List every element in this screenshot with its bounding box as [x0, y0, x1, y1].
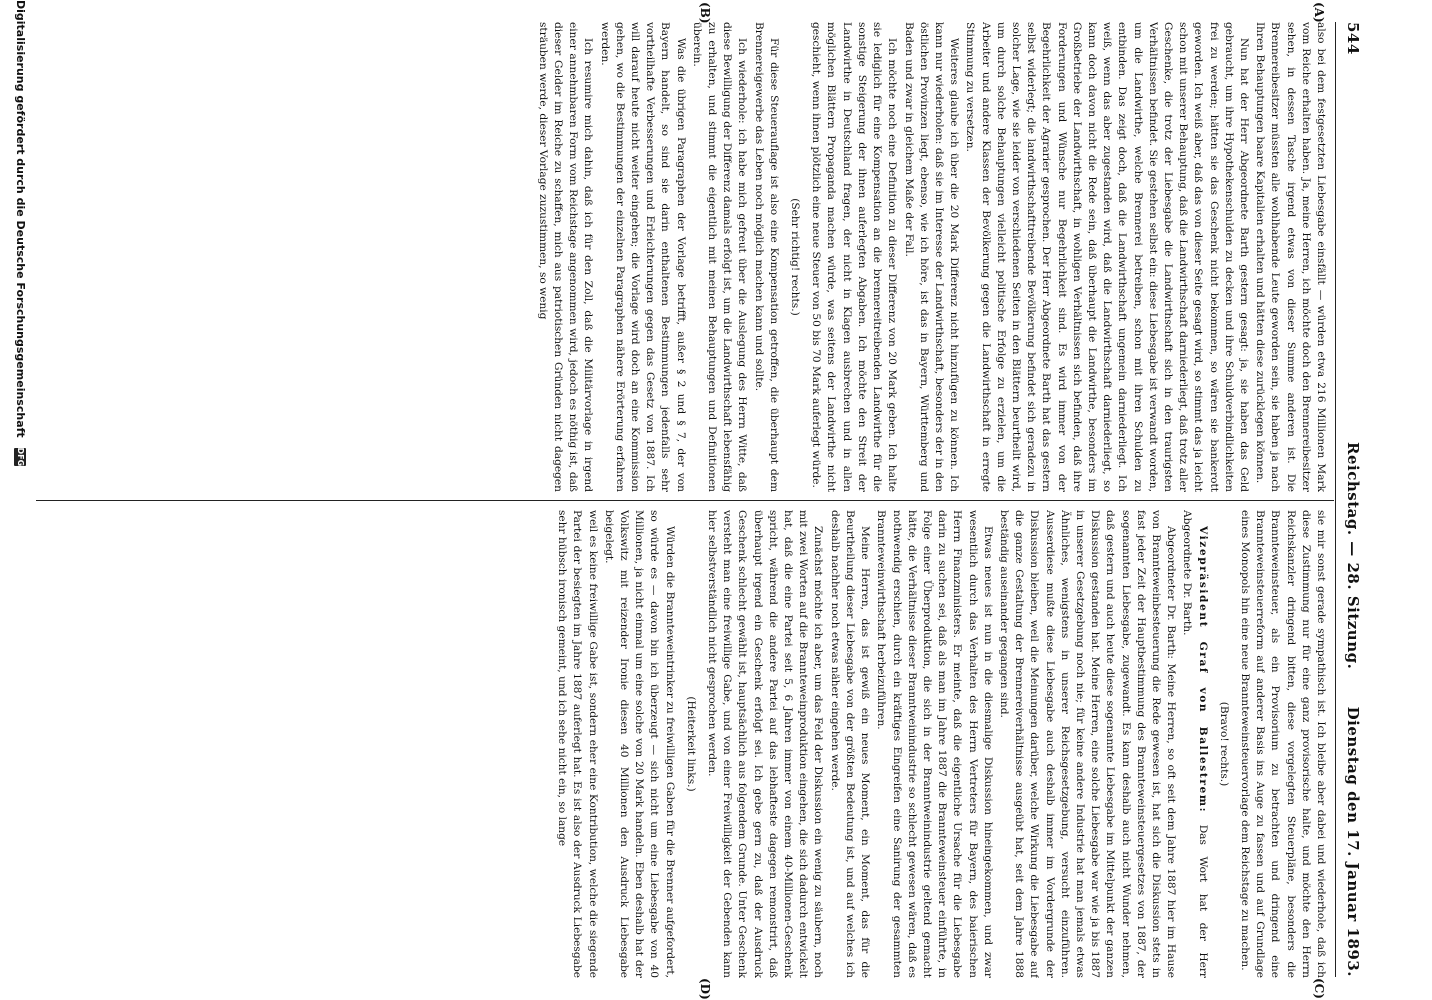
paragraph: Abgeordneter Dr. Barth: Meine Herren, so oft seit dem Jahre 1887 hier im Hause von Brannteweinbesteuerung die Rede gewesen ist, hat sich die Diskussion stets in fast jeder Zeit der Hauptbestimmung des Brannteweinsteuergesetzes von 1887, der sogenannten Liebesgabe, zugewandt. Es kann deshalb auch nicht Wunder nehmen, daß gestern und auch heute diese sogenannte Liebesgabe im Mittelpunkt der ganzen Diskussion gestanden hat. Meine Herren, eine solche Liebesgabe war wie ja bis 1887 in unserer Gesetzgebung noch nie; für keine andere Industrie hat man jemals etwas Ähnliches, wenigstens in unserer Reichsgesetzgebung, versucht einzuführen. Ausserdiese mußte diese Liebesgabe auch deshalb immer im Vordergrunde der Diskussion bleiben, weil die Meinungen darüber, welche Wirkung die Liebesgabe auf die ganze Gestaltung der Brennereiverhältnisse ausgeübt hat, seit dem Jahre 1888 beständig auseinander gegangen sind. — [997, 510, 1178, 978]
speaker-paragraph — [1179, 510, 1209, 978]
page-number: 544 — [1344, 22, 1362, 55]
margin-mark-b: (B) — [698, 2, 712, 24]
margin-mark-c: (C) — [1312, 978, 1326, 999]
paragraph: also bei dem festgesetzten Liebesgabe einsfällt — würden etwa 216 Millionen Mark vom Reiche erhalten haben. Ja, meine Herren, ich möchte doch den Brennereibesitzer sehen, in dessen Tasche irgend etwas von dieser Summe anderen ist. Die Brennereibesitzer müssten alle wohlhabende Leute geworden sein, sie haben ja nach Ihren Behauptungen baare Kapitalien erhalten und hätten diese zurücklegen können. — [1254, 22, 1327, 492]
header-session: Reichstag. — 28. Sitzung. — [1344, 442, 1362, 670]
paragraph: Was die übrigen Paragraphen der Vorlage betrifft, außer § 2 und § 7, der von Bayern handelt, so sind sie darin enthaltenen Bestimmungen jedenfalls sehr vortheilhafte Verbesserungen und Erleichterungen gegen das Gesetz von 1887. Ich will darauf heute nicht weiter eingehen; die Vorlage wird doch an eine Kommission gehen, wo die Bestimmungen der einzelnen Paragraphen nähere Erörterung erfahren werden. — [598, 22, 687, 492]
paragraph: weil es keine freiwillige Gabe ist, sondern eher eine Kontribution, welche die siegende Partei der besiegten im Jahre 1887 auferlegt hat. Es ist also der Ausdruck Liebesgabe sehr hübsch ironisch gemeint, und ich sehe nicht ein, so lange — [556, 510, 599, 978]
paragraph: Würden die Brannteweintrinker zu freiwilligen Gaben für die Brenner aufgefordert, so würde es — davon bin ich überzeugt — sich nicht um eine Liebesgabe von 40 Millionen, ja nicht einmal um eine solche von 20 Mark handeln. Eben deshalb hat der Volkswitz mit reizender Ironie diesen 40 Millionen den Ausdruck Liebesgabe beigelegt. — [602, 510, 676, 978]
paragraph: Für diese Steuerauflage ist also eine Kompensation getroffen, die überhaupt dem Brennereigewerbe das Leben noch möglich machen kann und sollte. — [752, 22, 780, 492]
paragraph: Meine Herren, das ist gewiß ein neues Moment, ein Moment, das für die Beurtheilung dieser Liebesgabe von der größten Bedeutung ist, und auf welches ich deshalb nachher noch etwas näher eingehen werde. — [828, 510, 872, 978]
page-header — [1338, 22, 1362, 977]
dfg-logo-icon: DFG — [16, 447, 25, 467]
applause-note: (Heiterkeit links.) — [684, 696, 697, 792]
right-column — [36, 510, 1328, 978]
footer-text: Digitalisierung gefördert durch die Deutsche Forschungsgemeinschaft — [14, 0, 27, 438]
paragraph: sie mir sonst gerade sympathisch ist. Ich bleibe aber dabei und wiederhole, daß ich diese Zustimmung nur für eine ganz provisorische halte, und möchte den Herrn Reichskanzler dringend bitten, diese vorgelegten Steuerpläne, besonders die Brannteweinsteuer, als ein Provisorium zu betrachten und dringend eine Brannteweinsteuerreform auf anderer Basis ins Auge zu fassen und auf Grundlage eines Monopols hin eine neue Brannteweinsteuervorlage dem Reichstage zu machen. — [1238, 510, 1327, 978]
margin-mark-a: (A) — [1312, 2, 1326, 23]
applause-note: (Sehr richtig! rechts.) — [789, 198, 802, 316]
margin-mark-d: (D) — [698, 978, 712, 1000]
header-date: Dienstag den 17. Januar 1893. — [1344, 706, 1362, 977]
header-rule — [1335, 22, 1336, 977]
paragraph: Nun hat der Herr Abgeordnete Barth gestern gesagt: ja, sie haben das Geld gebraucht, um ihre Hypothekenschulden zu decken und ihre Schuldverbindlichkeiten frei zu werden; hätten sie das Geschenk nicht bekommen, so wären sie bankerott geworden. Ich weiß aber, daß das von dieser Seite gesagt wird, so stimmt das ja leicht schon mit unserer Behauptung, daß die Landwirthschaft darniederliegt, daß trotz aller Geschenke, die trotz der Liebesgabe die Landwirthschaft sich in den traurigsten Verhältnissen befindet. Sie gestehen selbst ein: diese Liebesgabe ist verwandt worden, um die Landwirthe, welche Brennerei betreiben, schon mit ihren Schulden zu entbinden. Das zeigt doch, daß die Landwirthschaft ungemein darniederliegt. Ich weiß, wenn das aber zugestanden wird, daß die Landwirthschaft darniederliegt, so kann doch davon nicht die Rede sein, daß überhaupt die Landwirthe, besonders im Großbetriebe der Landwirthschaft, in wohligen Verhältnissen sich befinden, daß ihre Forderungen und Wünsche nur Begehrlichkeit sind. Es wird immer von der Begehrlichkeit der Agrarier gesprochen. Der Herr Abgeordnete Barth hat das gestern selbst widerlegt; die landwirthschafttreibende Bevölkerung befindet sich geradezu in solcher Lage, wie sie leider von verschiedenen Seiten in den Blättern beurtheilt wird, um durch solche Behauptungen vielleicht politische Erfolge zu erzielen, um die Arbeiter und andere Klassen der Bevölkerung gegen die Landwirthschaft in erregte Stimmung zu versetzen. — [964, 22, 1250, 492]
column-divider — [36, 500, 1334, 501]
paragraph: Etwas neues ist nun in die diesmalige Diskussion hineingekommen, und zwar wesentlich durch das Verhalten des Herrn Vertreters für Bayern, des baierischen Herrn Finanzministers. Er meinte, daß die eigentliche Ursache für die Liebesgabe darin zu suchen sei, daß als man im Jahre 1887 die Brannteweinsteuer einführte, in Folge einer Überproduktion, die sich in der Branntweinindustrie geltend gemacht hätte, die Verhältnisse dieser Branntweinindustrie so schlecht gewesen wären, daß es nothwendig erschien, durch ein kräftiges Eingreifen eine Sanirung der gesammten Brannteweinwirthschaft herbeizuführen. — [875, 510, 994, 978]
paragraph: Ich wiederhole: ich habe mich gefreut über die Auslegung des Herrn Witte, daß diese Bewilligung der Differenz damals erfolgt ist, um die Landwirthschaft lebensfähig zu erhalten, und stimmt die eigentlich mit meinen Behauptungen und Definitionen überein. — [690, 22, 749, 492]
paragraph: Ich resumire mich dahin, daß ich für den Zoll, daß die Militärvorlage in irgend einer annehmbaren Form vom Reichstage angenommen wird, jedoch es nöthig ist, daß dieser Gelder im Reiche zu schaffen, mich aus patriotischen Gründen nicht dagegen sträuben werde, dieser Vorlage zuzustimmen, so wenig — [536, 22, 595, 492]
paragraph: Weiteres glaube ich über die 20 Mark Differenz nicht hinzufügen zu können. Ich kann nur wiederholen: daß sie im Interesse der Landwirthschaft, besonders der in den östlichen Provinzen liegt, ebenso, wie ich höre, ist das in Bayern, Württemberg und Baden und zwar in gleichem Maße der Fall. — [902, 22, 961, 492]
applause-note: (Bravo! rechts.) — [1217, 701, 1230, 787]
left-column — [36, 22, 1328, 492]
digitization-footer — [7, 0, 27, 1000]
speaker-name: Vizepräsident Graf von Ballestrem: — [1196, 526, 1209, 814]
speaker-text: Das Wort hat der Herr Abgeordnete Dr. Barth. — [1181, 510, 1209, 978]
paragraph: Zunächst möchte ich aber, um das Feld der Diskussion ein wenig zu säubern, noch mit zwei Worten auf die Brannteweinproduktion eingehen, die sich dadurch entwickelt hat, daß die eine Partei seit 5, 6 Jahren immer von einem 40-Millionen-Geschenk spricht, während die andere Partei auf das lebhafteste dagegen remonstrirt, daß überhaupt irgend ein Geschenk erfolgt sei. Ich gebe gern zu, daß der Ausdruck Geschenk schlecht gewählt ist, hauptsächlich aus folgendem Grunde. Unter Geschenk versteht man eine freiwillige Gabe, und von einer Freiwilligkeit der Gebenden kann hier selbstverständlich nicht gesprochen werden. — [706, 510, 825, 978]
paragraph: Ich möchte noch eine Definition zu dieser Differenz von 20 Mark geben. Ich halte sie lediglich für eine Kompensation an die brennereitreibenden Landwirthe für die sonstige Steigerung der ihnen auferlegten Abgaben. Ich möchte den Streit der Landwirthe in Deutschland fragen, der nicht in Klagen ausbrechen und in allen möglichen Blättern Propaganda machen würde, was seitens der Landwirthe nicht geschieht, wenn ihnen plötzlich eine neue Steuer von 50 bis 70 Mark auferlegt würde. — [810, 22, 899, 492]
